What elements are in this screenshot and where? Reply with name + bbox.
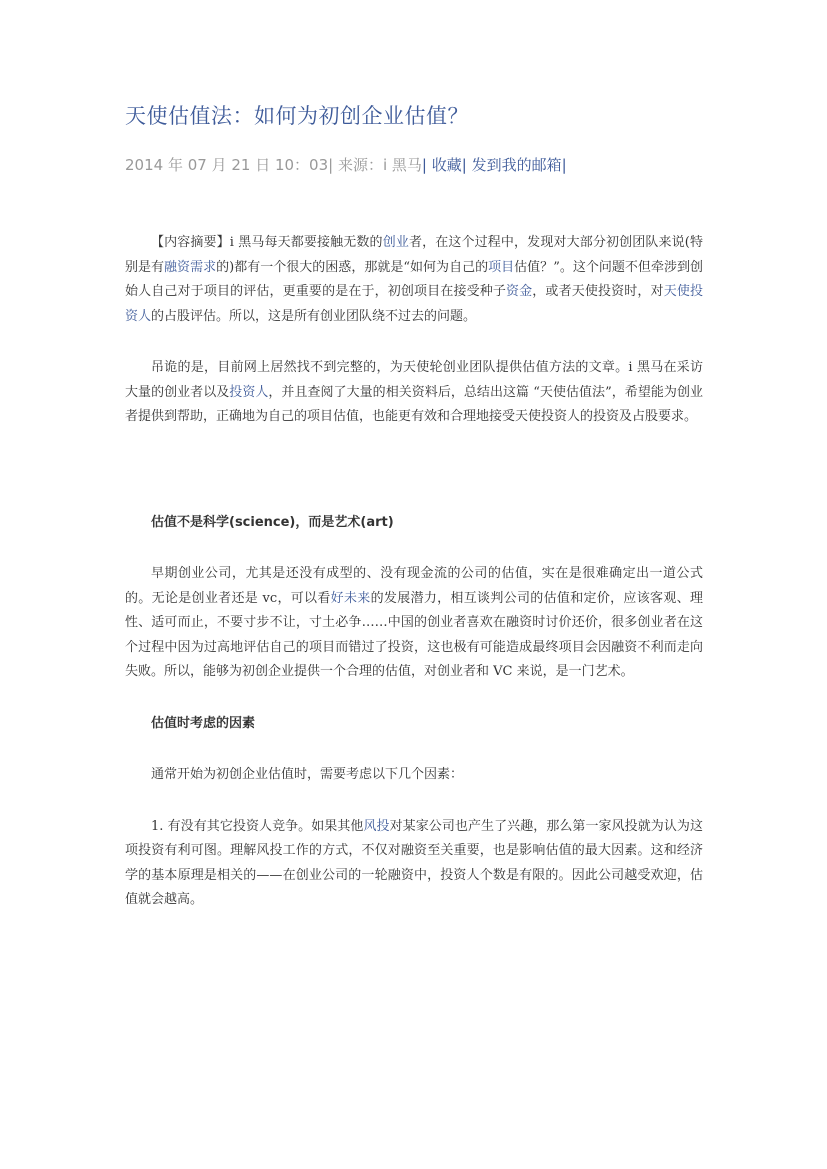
- meta-separator: |: [461, 156, 472, 174]
- keyword-link[interactable]: 投资人: [229, 384, 269, 400]
- keyword-link[interactable]: 资金: [506, 284, 533, 299]
- text-segment: 者，在这个过程中，发现对大部分初创团队来说(特别是有: [125, 235, 703, 275]
- keyword-link[interactable]: 风投: [363, 818, 390, 834]
- text-segment: 早期创业公司，尤其是还没有成型的、没有现金流的公司的估值，实在是很难确定出一道公式的。无论是创业者还是 vc，可以看: [125, 566, 703, 606]
- article-meta: [125, 154, 567, 175]
- spacer: [125, 329, 703, 356]
- text-segment: 1. 有没有其它投资人竞争。如果其他: [151, 818, 364, 834]
- text-segment: 估值？”。这个问题不但牵涉到创始人自己对于项目的评估，更重要的是在于，初创项目在接受种子: [125, 259, 703, 299]
- text-segment: 的)都有一个很大的困惑，那就是“如何为自己的: [216, 259, 489, 275]
- text-segment: 【内容摘要】i 黑马每天都要接触无数的: [151, 235, 383, 250]
- text-segment: 的发展潜力，相互谈判公司的估值和定价，应该客观、理性、适可而止，不要寸步不让，寸土必争……中国的创业者喜欢在融资时讨价还价，很多创业者在这个过程中因为过高地评估自己的项目而错过了投资，这也极有可能造成最终项目会因融资不利而走向失败。所以，能够为初创企业提供一个合理的估值，对创业者和 VC 来说，是一门艺术。: [125, 590, 703, 679]
- section-heading-science-art: 估值不是科学(science)，而是艺术(art): [151, 514, 394, 530]
- text-segment: 的占股评估。所以，这是所有创业团队绕不过去的问题。: [151, 308, 477, 324]
- spacer: [125, 430, 703, 511]
- factor-1-paragraph: [125, 815, 703, 913]
- text-segment: ，或者天使投资时，对: [532, 284, 664, 299]
- spacer: [125, 736, 703, 763]
- keyword-link[interactable]: 融资需求: [164, 259, 217, 275]
- summary-paragraph: [125, 231, 703, 329]
- meta-separator: |: [561, 156, 567, 174]
- favorite-link[interactable]: 收藏: [431, 156, 462, 174]
- publish-date: 2014 年 07 月 21 日 10：03: [125, 156, 329, 174]
- source-label: | 来源：: [328, 156, 383, 174]
- keyword-link[interactable]: 天使投资人: [125, 284, 703, 324]
- section-heading-factors: 估值时考虑的因素: [151, 715, 256, 731]
- article-body: [125, 231, 703, 913]
- spacer: [125, 788, 703, 815]
- early-stage-paragraph: [125, 562, 703, 685]
- source-name: i 黑马: [382, 156, 422, 174]
- text-segment: 吊诡的是，目前网上居然找不到完整的，为天使轮创业团队提供估值方法的文章。i 黑马在采访大量的创业者以及: [125, 360, 703, 400]
- spacer: [125, 685, 703, 712]
- spacer: [125, 535, 703, 562]
- keyword-link[interactable]: 创业: [382, 235, 409, 250]
- text-segment: 对某家公司也产生了兴趣，那么第一家风投就为认为这项投资有利可图。理解风投工作的方式，不仅对融资至关重要，也是影响估值的最大因素。这和经济学的基本原理是相关的——在创业公司的一轮融资中，投资人个数是有限的。因此公司越受欢迎，估值就会越高。: [125, 818, 703, 907]
- meta-separator: |: [421, 156, 432, 174]
- keyword-link[interactable]: 项目: [488, 259, 515, 275]
- keyword-link[interactable]: 好未来: [330, 590, 371, 606]
- text-segment: ，并且查阅了大量的相关资料后，总结出这篇 “天使估值法”，希望能为创业者提供到帮助，正确地为自己的项目估值，也能更有效和合理地接受天使投资人的投资及占股要求。: [125, 384, 703, 424]
- email-link[interactable]: 发到我的邮箱: [471, 156, 562, 174]
- intro-paragraph: [125, 356, 703, 430]
- article-title: 天使估值法：如何为初创企业估值？: [125, 104, 469, 128]
- factors-intro-paragraph: 通常开始为初创企业估值时，需要考虑以下几个因素：: [151, 767, 464, 782]
